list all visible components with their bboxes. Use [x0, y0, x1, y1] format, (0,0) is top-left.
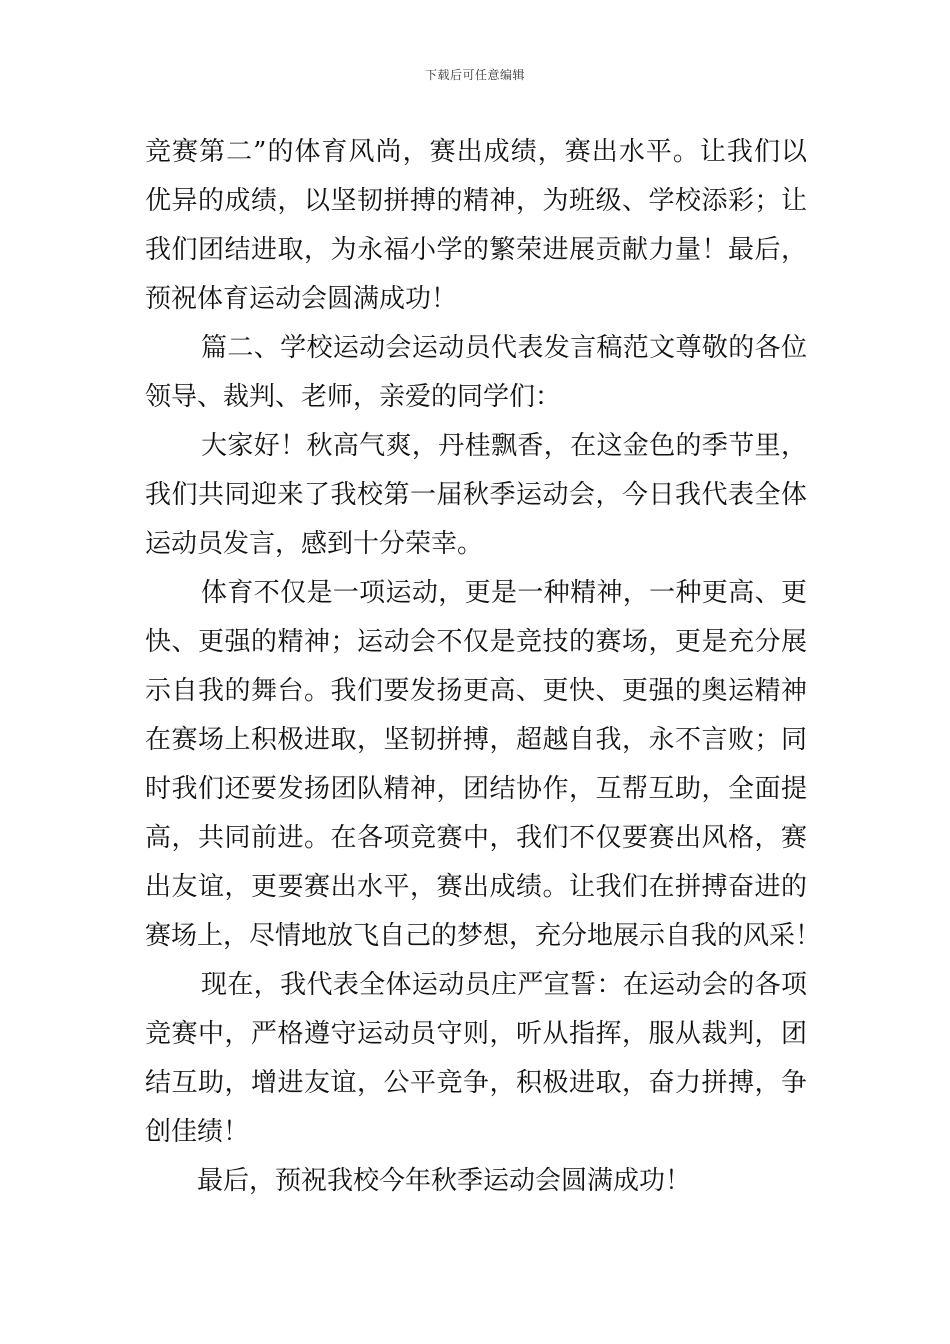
text-line: 时我们还要发扬团队精神，团结协作，互帮互助，全面提: [145, 774, 807, 804]
text-line: 结互助，增进友谊，公平竞争，积极进取，奋力拼搏，争: [145, 1068, 807, 1098]
text-line: 篇二、学校运动会运动员代表发言稿范文尊敬的各位: [201, 333, 807, 363]
page-header: 下载后可任意编辑: [424, 68, 525, 82]
text-line: 现在，我代表全体运动员庄严宣誓：在运动会的各项: [201, 970, 807, 1000]
text-line: 最后，预祝我校今年秋季运动会圆满成功！: [197, 1166, 692, 1196]
text-line: 我们共同迎来了我校第一届秋季运动会，今日我代表全体: [145, 480, 807, 510]
text-line: 预祝体育运动会圆满成功！: [145, 284, 458, 314]
text-line: 体育不仅是一项运动，更是一种精神，一种更高、更: [201, 578, 807, 608]
text-line: 我们团结进取，为永福小学的繁荣进展贡献力量！最后，: [145, 235, 807, 265]
text-line: 出友谊，更要赛出水平，赛出成绩。让我们在拼搏奋进的: [145, 872, 807, 902]
text-line: 创佳绩！: [145, 1117, 250, 1147]
text-line: 领导、裁判、老师，亲爱的同学们：: [145, 382, 562, 412]
text-line: 优异的成绩，以坚韧拼搏的精神，为班级、学校添彩；让: [145, 186, 807, 216]
text-line: 运动员发言，感到十分荣幸。: [145, 529, 484, 559]
text-line: 竞赛第二”的体育风尚，赛出成绩，赛出水平。让我们以: [145, 137, 807, 167]
text-line: 大家好！秋高气爽，丹桂飘香，在这金色的季节里，: [201, 431, 807, 461]
text-line: 示自我的舞台。我们要发扬更高、更快、更强的奥运精神: [145, 676, 807, 706]
document-body: [145, 128, 822, 1206]
text-line: 快、更强的精神；运动会不仅是竞技的赛场，更是充分展: [145, 627, 807, 657]
text-line: 竞赛中，严格遵守运动员守则，听从指挥，服从裁判，团: [145, 1019, 807, 1049]
text-line: 赛场上，尽情地放飞自己的梦想，充分地展示自我的风采！: [145, 921, 822, 951]
text-line: 高，共同前进。在各项竞赛中，我们不仅要赛出风格，赛: [145, 823, 807, 853]
text-line: 在赛场上积极进取，坚韧拼搏，超越自我，永不言败；同: [145, 725, 807, 755]
